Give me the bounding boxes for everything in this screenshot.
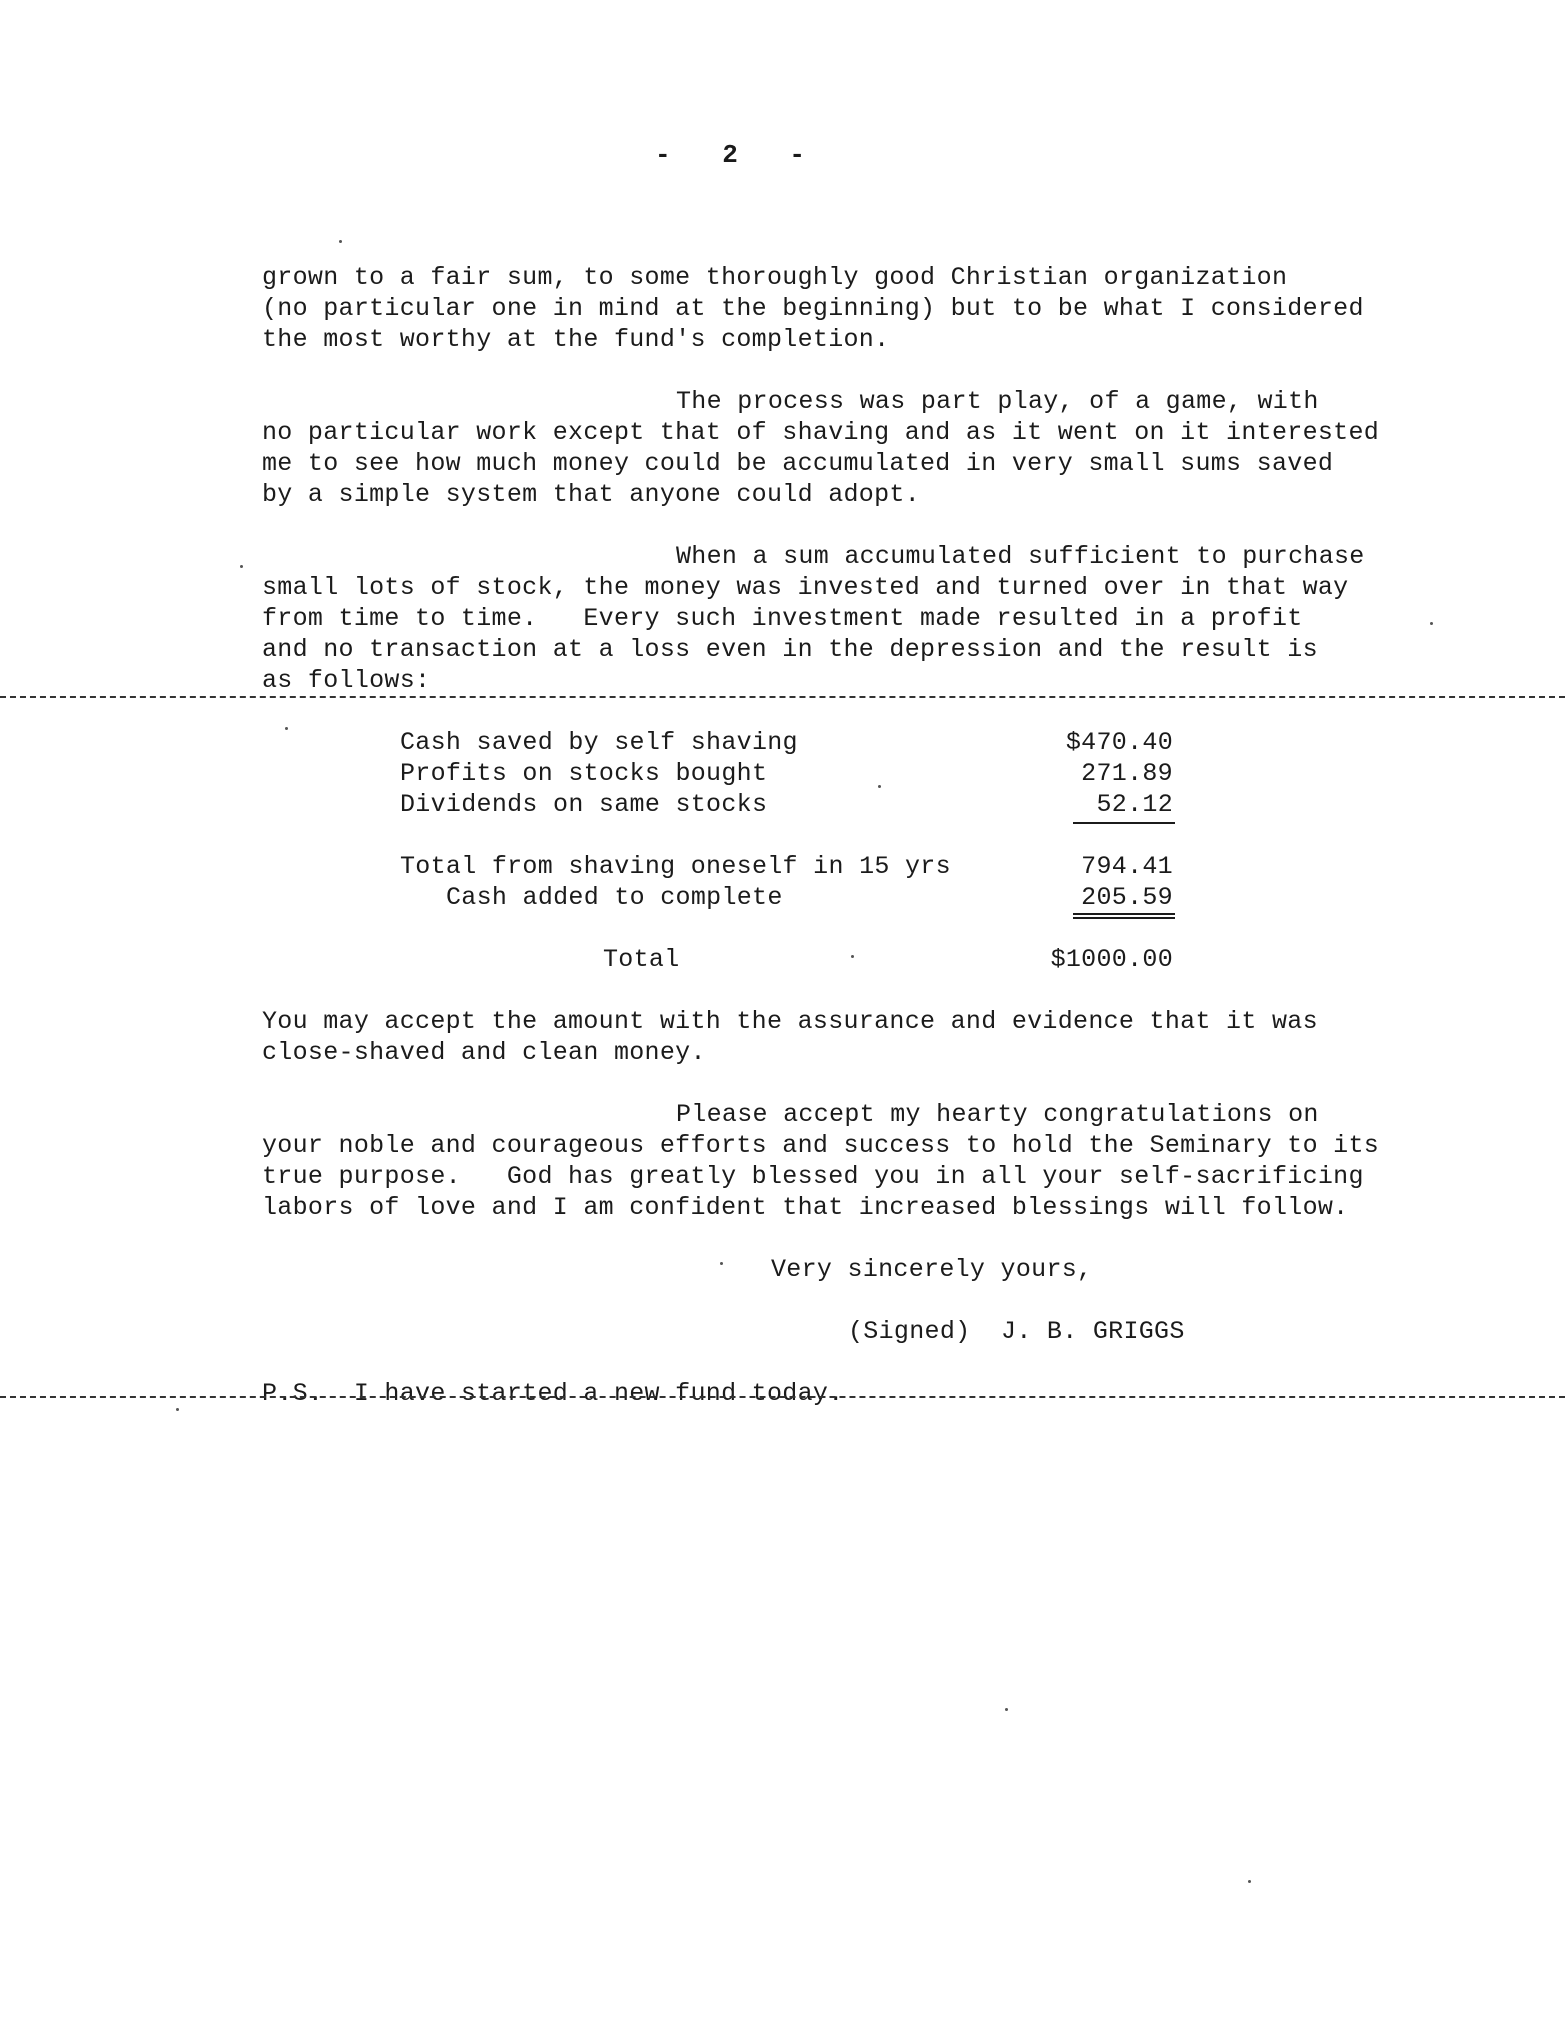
paragraph-5-line-3: true purpose. God has greatly blessed you in all your self-sacrificing [262, 1162, 1364, 1191]
scan-speck [720, 1262, 723, 1265]
paragraph-4-line-2: close-shaved and clean money. [262, 1038, 706, 1067]
scan-speck [1430, 622, 1433, 625]
scan-speck [851, 955, 854, 958]
paragraph-1-line-2: (no particular one in mind at the beginning) but to be what I considered [262, 294, 1364, 323]
paragraph-3-line-1: When a sum accumulated sufficient to purchase [676, 542, 1365, 571]
paragraph-1-line-1: grown to a fair sum, to some thoroughly good Christian organization [262, 263, 1288, 292]
ledger-row-3-label: Dividends on same stocks [400, 790, 768, 819]
paragraph-5-line-1: Please accept my hearty congratulations on [676, 1100, 1319, 1129]
ledger-row-4-amount: 794.41 [1081, 852, 1173, 881]
scan-speck [1005, 1708, 1008, 1711]
total-underline-2 [1073, 917, 1175, 919]
subtotal-underline [1073, 822, 1175, 824]
signature: (Signed) J. B. GRIGGS [848, 1317, 1185, 1346]
ledger-row-5-amount: 205.59 [1081, 883, 1173, 912]
ledger-row-5-label: Cash added to complete [446, 883, 783, 912]
paragraph-5-line-2: your noble and courageous efforts and success to hold the Seminary to its [262, 1131, 1380, 1160]
ledger-total-amount: $1000.00 [1050, 945, 1173, 974]
ledger-row-3-amount: 52.12 [1096, 790, 1173, 819]
paragraph-3-line-3: from time to time. Every such investment made resulted in a profit [262, 604, 1303, 633]
scan-speck [176, 1408, 179, 1411]
closing-salutation: Very sincerely yours, [771, 1255, 1093, 1284]
scan-speck [285, 727, 288, 730]
ledger-row-2-label: Profits on stocks bought [400, 759, 768, 788]
ledger-row-1-amount: $470.40 [1065, 728, 1173, 757]
dashed-rule-bottom [0, 1396, 1565, 1398]
postscript: P.S. I have started a new fund today. [262, 1379, 844, 1408]
ledger-row-4-label: Total from shaving oneself in 15 yrs [400, 852, 951, 881]
paragraph-3-line-4: and no transaction at a loss even in the depression and the result is [262, 635, 1318, 664]
scan-speck [878, 785, 881, 788]
page-number-value: 2 [722, 140, 738, 170]
ledger-row-1-label: Cash saved by self shaving [400, 728, 798, 757]
paragraph-3-line-5: as follows: [262, 666, 431, 695]
paragraph-4-line-1: You may accept the amount with the assurance and evidence that it was [262, 1007, 1318, 1036]
scan-speck [339, 240, 342, 243]
paragraph-2-line-2: no particular work except that of shaving and as it went on it interested [262, 418, 1380, 447]
ledger-total-label: Total [603, 945, 680, 974]
page-number: - 2 - [655, 140, 806, 170]
scan-speck [240, 565, 243, 568]
paragraph-3-line-2: small lots of stock, the money was invested and turned over in that way [262, 573, 1349, 602]
paragraph-2-line-4: by a simple system that anyone could adopt. [262, 480, 921, 509]
ledger-row-2-amount: 271.89 [1081, 759, 1173, 788]
dashed-rule-top [0, 696, 1565, 698]
paragraph-2-line-1: The process was part play, of a game, with [676, 387, 1319, 416]
total-underline-1 [1073, 913, 1175, 915]
paragraph-5-line-4: labors of love and I am confident that increased blessings will follow. [262, 1193, 1349, 1222]
scan-speck [1248, 1880, 1251, 1883]
paragraph-2-line-3: me to see how much money could be accumulated in very small sums saved [262, 449, 1334, 478]
paragraph-1-line-3: the most worthy at the fund's completion. [262, 325, 890, 354]
